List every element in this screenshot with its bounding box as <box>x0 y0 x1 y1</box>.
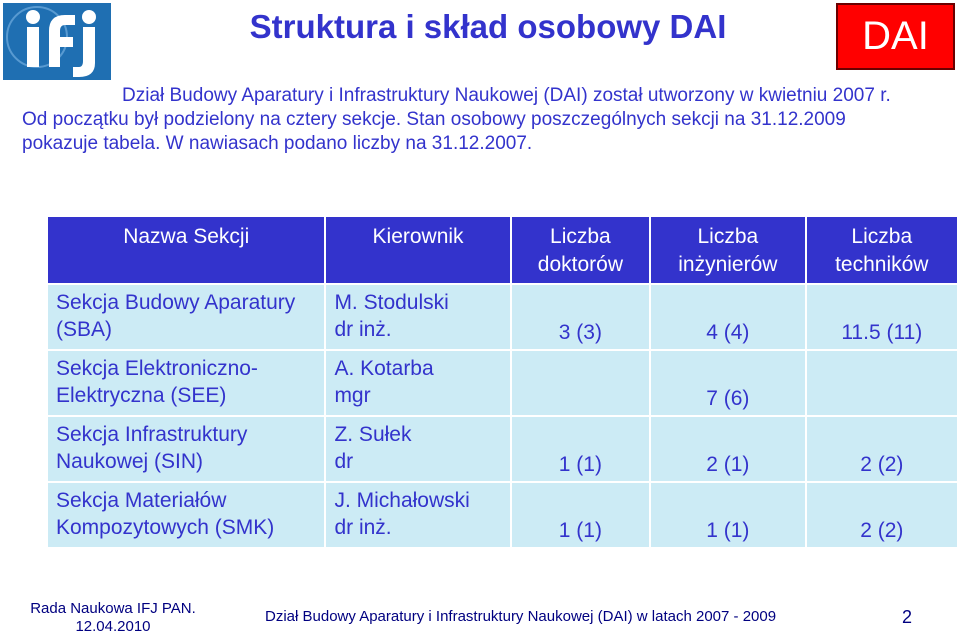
intro-line-2: Od początku był podzielony na cztery sekcje. Stan osobowy poszczególnych sekcji na 31.12.2009 <box>22 109 846 130</box>
dai-badge: DAI <box>836 3 955 70</box>
footer-caption: Dział Budowy Aparatury i Infrastruktury Naukowej (DAI) w latach 2007 - 2009 <box>265 608 777 625</box>
intro-line-1: Dział Budowy Aparatury i Infrastruktury Naukowej (DAI) został utworzony w kwietniu 2007 r. <box>122 85 891 106</box>
page-number: 2 <box>902 607 913 627</box>
cell-section-name: Sekcja Materiałów Kompozytowych (SMK) <box>48 483 324 547</box>
header-manager: Kierownik <box>326 217 509 283</box>
cell-section-name: Sekcja Infrastruktury Naukowej (SIN) <box>48 417 324 481</box>
intro-line-3: pokazuje tabela. W nawiasach podano liczby na 31.12.2007. <box>22 133 533 154</box>
table-header-row <box>48 217 957 283</box>
ifj-logo-icon <box>3 3 111 80</box>
header-engineers: Liczba inżynierów <box>651 217 804 283</box>
cell-technicians: 11.5 (11) <box>807 285 957 349</box>
cell-engineers: 7 (6) <box>651 351 804 415</box>
footer-org: Rada Naukowa IFJ PAN. <box>30 600 196 617</box>
cell-doctors <box>512 351 649 415</box>
footer-org-date <box>18 600 208 636</box>
cell-technicians: 2 (2) <box>807 483 957 547</box>
header-section-name: Nazwa Sekcji <box>48 217 324 283</box>
cell-section-name: Sekcja Elektroniczno- Elektryczna (SEE) <box>48 351 324 415</box>
cell-doctors: 1 (1) <box>512 417 649 481</box>
table-row <box>48 351 957 415</box>
cell-technicians: 2 (2) <box>807 417 957 481</box>
header-doctors: Liczba doktorów <box>512 217 649 283</box>
table-row <box>48 483 957 547</box>
footer-date: 12.04.2010 <box>75 618 151 635</box>
cell-engineers: 1 (1) <box>651 483 804 547</box>
table-row <box>48 417 957 481</box>
cell-engineers: 2 (1) <box>651 417 804 481</box>
cell-manager: A. Kotarba mgr <box>326 351 509 415</box>
cell-manager: Z. Sułek dr <box>326 417 509 481</box>
page-title: Struktura i skład osobowy DAI <box>249 8 727 45</box>
intro-paragraph <box>22 84 947 156</box>
ifj-logo <box>3 3 111 80</box>
cell-engineers: 4 (4) <box>651 285 804 349</box>
sections-table <box>46 215 959 549</box>
table-row <box>48 285 957 349</box>
header-technicians: Liczba techników <box>807 217 957 283</box>
cell-manager: J. Michałowski dr inż. <box>326 483 509 547</box>
cell-manager: M. Stodulski dr inż. <box>326 285 509 349</box>
cell-doctors: 3 (3) <box>512 285 649 349</box>
cell-technicians <box>807 351 957 415</box>
cell-doctors: 1 (1) <box>512 483 649 547</box>
cell-section-name: Sekcja Budowy Aparatury (SBA) <box>48 285 324 349</box>
